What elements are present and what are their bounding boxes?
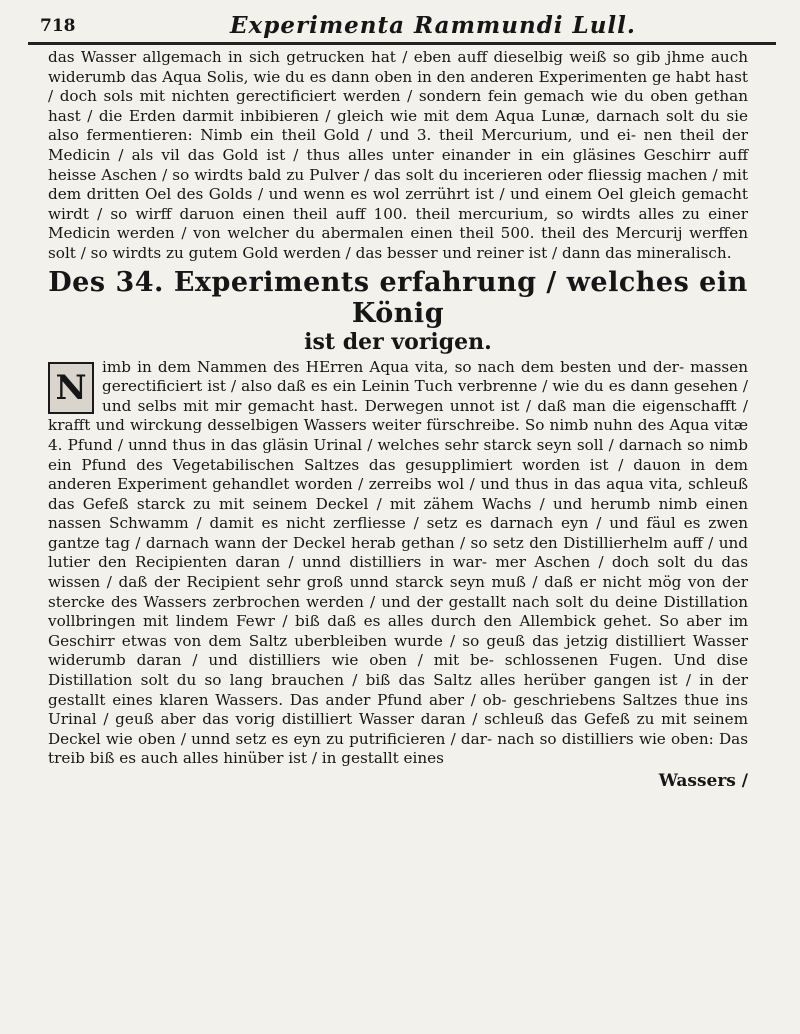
dropcap-initial: N <box>48 362 94 414</box>
main-paragraph: imb in dem Nammen des HErren Aqua vita, so nach dem besten und der- massen gerectificiert ist / also daß es ein Leinin Tuch verbrenne / wie du es dann gesehen / und selbs mit mir gemacht hast. Derwegen unnot ist / daß man die eigenschafft / krafft und wirckung desselbigen Wassers weiter fürschreibe. So nimb nuhn des Aqua vitæ 4. Pfund / unnd thus in das gläsin Urinal / welches sehr starck seyn soll / darnach so nimb ein Pfund des Vegetabilischen Saltzes das gesupplimiert worden ist / dauon in dem anderen Experiment gehandlet worden / zerreibs wol / und thus in das aqua vita, schleuß das Gefeß starck zu mit seinem Deckel / mit zähem Wachs / und herumb nimb einen nassen Schwamm / damit es nicht zerfliesse / setz es darnach eyn / und fäul es zwen gantze tag / darnach wann der Deckel herab gethan / so setz den Distillierhelm auff / und lutier den Recipienten daran / unnd distilliers in war- mer Aschen / doch solt du das wissen / daß der Recipient sehr groß unnd starck seyn muß / daß er nicht mög von der stercke des Wassers zerbrochen werden / und der gestallt nach solt du deine Distillation vollbringen mit lindem Fewr / biß daß es alles durch den Allembick gehet. So aber im Geschirr etwas von dem Saltz uberbleiben wurde / so geuß das jetzig distilliert Wasser widerumb daran / und distilliers wie oben / mit be- schlossenen Fugen. Und dise Distillation solt du so lang brauchen / biß das Saltz alles herüber gangen ist / in der gestallt eines klaren Wassers. Das ander Pfund aber / ob- geschriebens Saltzes thue ins Urinal / geuß aber das vorig distilliert Wasser daran / schleuß das Gefeß zu mit seinem Deckel wie oben / unnd setz es eyn zu putrificieren / dar- nach so distilliers wie oben: Das treib biß es auch alles hinüber ist / in gestallt eines <box>48 357 748 768</box>
catchword-row <box>48 769 748 791</box>
section-heading: Des 34. Experiments erfahrung / welches ein König <box>48 266 748 329</box>
running-head <box>40 8 760 40</box>
catchword: Wassers / <box>658 771 748 791</box>
running-title: Experimenta Rammundi Lull. <box>230 12 636 39</box>
intro-paragraph: das Wasser allgemach in sich getrucken hat / eben auff dieselbig weiß so gib jhme auch widerumb das Aqua Solis, wie du es dann oben in den anderen Experimenten ge habt hast / doch sols mit nichten gerectificiert werden / sondern fein gemach wie du oben gethan hast / die Erden darmit inbibieren / gleich wie mit dem Aqua Lunæ, darnach solt du sie also fermentieren: Nimb ein theil Gold / und 3. theil Mercurium, und ei- nen theil der Medicin / als vil das Gold ist / thus alles unter einander in ein gläsines Geschirr auff heisse Aschen / so wirdts bald zu Pulver / das solt du incerieren oder fliessig machen / mit dem dritten Oel des Golds / und wenn es wol zerrührt ist / und einem Oel gleich gemacht wirdt / so wirff daruon einen theil auff 100. theil mercurium, so wirdts alles zu einer Medicin werden / von welcher du abermalen einen theil 500. theil des Mercurij werffen solt / so wirdts zu gutem Gold werden / das besser und reiner ist / dann das mineralisch. <box>48 48 748 262</box>
page-number: 718 <box>40 16 76 36</box>
text-block <box>48 48 748 791</box>
header-rule <box>28 42 776 45</box>
section-subheading: ist der vorigen. <box>304 328 492 355</box>
